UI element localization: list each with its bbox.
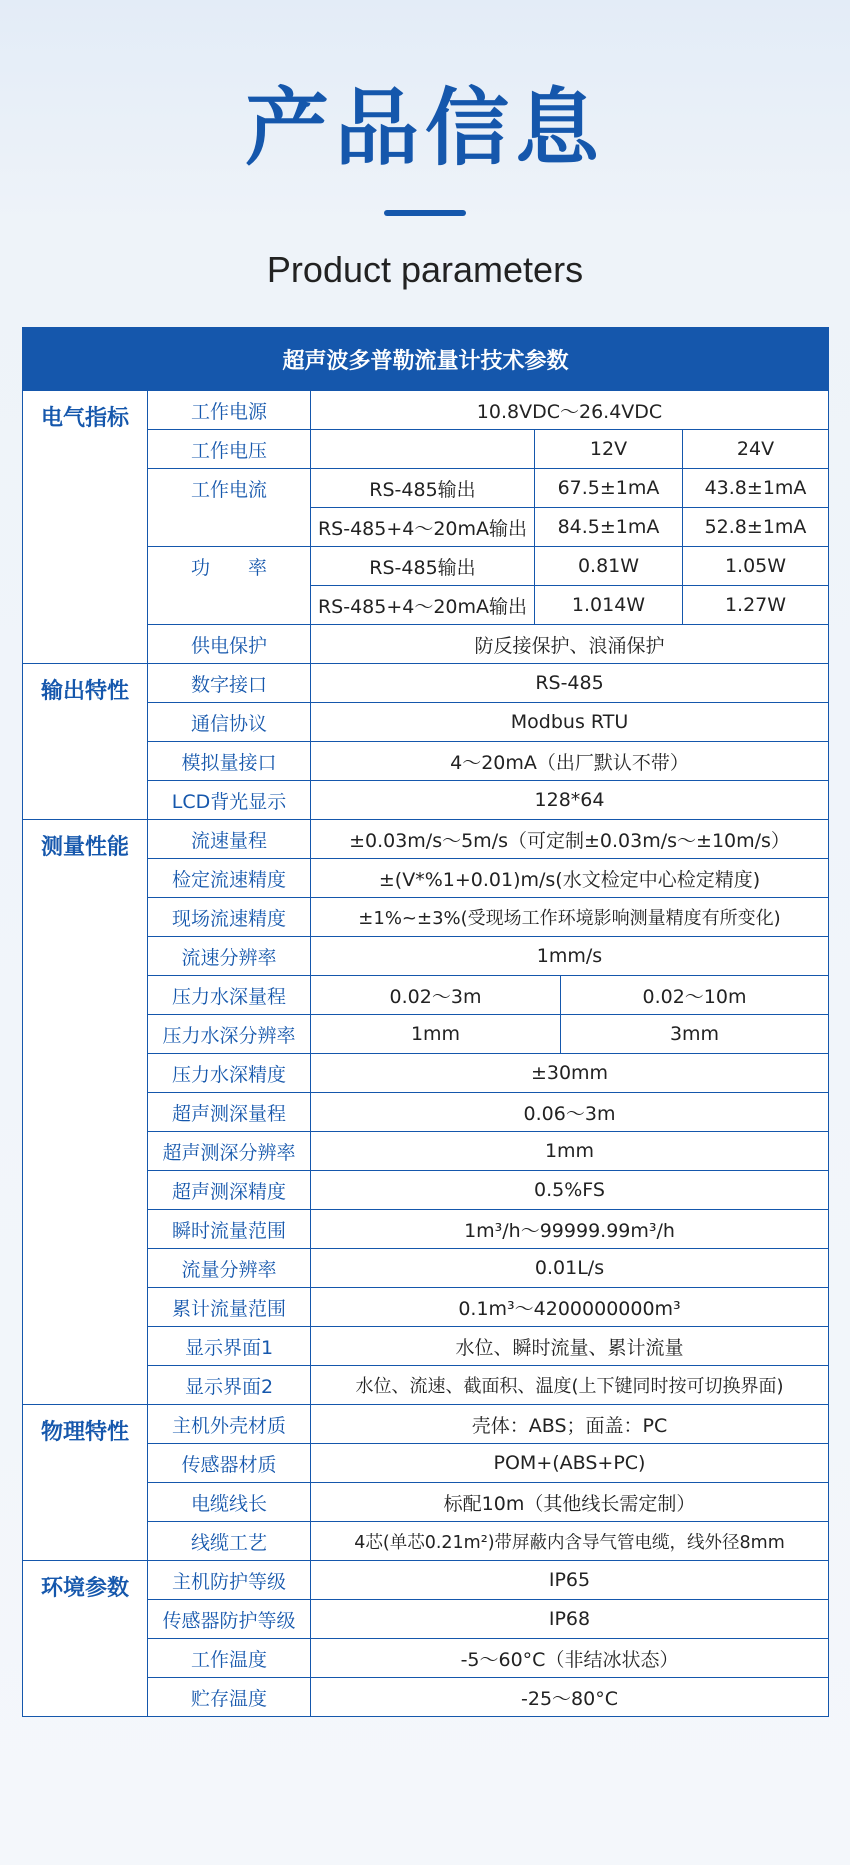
row-value: 1.014W	[535, 586, 683, 625]
row-label: 检定流速精度	[148, 859, 311, 898]
row-value: 0.02～10m	[561, 976, 829, 1015]
row-value	[311, 430, 535, 469]
table-header: 超声波多普勒流量计技术参数	[23, 328, 829, 391]
row-label: 贮存温度	[148, 1678, 311, 1717]
row-label: 供电保护	[148, 625, 311, 664]
row-value: POM+(ABS+PC)	[311, 1444, 829, 1483]
row-value: 84.5±1mA	[535, 508, 683, 547]
table-row	[23, 1405, 829, 1444]
row-value: 1mm	[311, 1015, 561, 1054]
title-underline	[384, 210, 466, 216]
table-row	[23, 1561, 829, 1600]
row-label: 流速量程	[148, 820, 311, 859]
category-measure: 测量性能	[23, 820, 148, 1405]
row-value: 1.27W	[683, 586, 829, 625]
row-value: 壳体：ABS；面盖：PC	[311, 1405, 829, 1444]
row-value: 水位、瞬时流量、累计流量	[311, 1327, 829, 1366]
row-value: 12V	[535, 430, 683, 469]
row-label: 超声测深分辨率	[148, 1132, 311, 1171]
row-value: ±0.03m/s～5m/s（可定制±0.03m/s～±10m/s）	[311, 820, 829, 859]
row-label: 超声测深量程	[148, 1093, 311, 1132]
table-row	[23, 820, 829, 859]
row-label: 线缆工艺	[148, 1522, 311, 1561]
row-value: 128*64	[311, 781, 829, 820]
row-sub-label: RS-485+4～20mA输出	[311, 508, 535, 547]
row-label: LCD背光显示	[148, 781, 311, 820]
row-value: 1.05W	[683, 547, 829, 586]
category-physical: 物理特性	[23, 1405, 148, 1561]
table-header-row	[23, 328, 829, 391]
row-label: 主机防护等级	[148, 1561, 311, 1600]
row-value: -5～60°C（非结冰状态）	[311, 1639, 829, 1678]
row-value: 52.8±1mA	[683, 508, 829, 547]
row-value: -25～80°C	[311, 1678, 829, 1717]
row-label: 压力水深量程	[148, 976, 311, 1015]
row-value: 0.06～3m	[311, 1093, 829, 1132]
row-value: 10.8VDC～26.4VDC	[311, 391, 829, 430]
table-row	[23, 391, 829, 430]
row-value: 4芯(单芯0.21m²)带屏蔽内含导气管电缆，线外径8mm	[311, 1522, 829, 1561]
row-label: 累计流量范围	[148, 1288, 311, 1327]
row-value: 0.01L/s	[311, 1249, 829, 1288]
row-value: 3mm	[561, 1015, 829, 1054]
row-label: 流速分辨率	[148, 937, 311, 976]
row-value: IP65	[311, 1561, 829, 1600]
row-value: 67.5±1mA	[535, 469, 683, 508]
row-value: 4～20mA（出厂默认不带）	[311, 742, 829, 781]
row-label: 传感器防护等级	[148, 1600, 311, 1639]
row-value: 防反接保护、浪涌保护	[311, 625, 829, 664]
row-label: 工作电压	[148, 430, 311, 469]
spec-table	[22, 327, 829, 1717]
row-value: 水位、流速、截面积、温度(上下键同时按可切换界面)	[311, 1366, 829, 1405]
row-value: 0.5%FS	[311, 1171, 829, 1210]
row-label: 压力水深分辨率	[148, 1015, 311, 1054]
row-label: 传感器材质	[148, 1444, 311, 1483]
row-sub-label: RS-485输出	[311, 469, 535, 508]
row-label: 显示界面2	[148, 1366, 311, 1405]
category-electrical: 电气指标	[23, 391, 148, 664]
row-value: 43.8±1mA	[683, 469, 829, 508]
row-label: 工作温度	[148, 1639, 311, 1678]
row-label: 模拟量接口	[148, 742, 311, 781]
row-sub-label: RS-485+4～20mA输出	[311, 586, 535, 625]
row-label: 现场流速精度	[148, 898, 311, 937]
row-label: 流量分辨率	[148, 1249, 311, 1288]
page-subtitle: Product parameters	[266, 249, 584, 290]
row-value: ±30mm	[311, 1054, 829, 1093]
row-label: 瞬时流量范围	[148, 1210, 311, 1249]
row-value: Modbus RTU	[311, 703, 829, 742]
row-label: 工作电源	[148, 391, 311, 430]
row-value: RS-485	[311, 664, 829, 703]
row-label: 工作电流	[148, 469, 311, 547]
row-value: 0.81W	[535, 547, 683, 586]
row-label: 通信协议	[148, 703, 311, 742]
category-environment: 环境参数	[23, 1561, 148, 1717]
row-label: 主机外壳材质	[148, 1405, 311, 1444]
table-row	[23, 664, 829, 703]
row-value: 0.1m³～4200000000m³	[311, 1288, 829, 1327]
row-value: 0.02～3m	[311, 976, 561, 1015]
row-label: 电缆线长	[148, 1483, 311, 1522]
row-value: 1mm	[311, 1132, 829, 1171]
row-value: IP68	[311, 1600, 829, 1639]
page-title: 产品信息	[244, 79, 605, 177]
row-label: 压力水深精度	[148, 1054, 311, 1093]
row-value: 24V	[683, 430, 829, 469]
row-value: 标配10m（其他线长需定制）	[311, 1483, 829, 1522]
row-label: 功 率	[148, 547, 311, 625]
row-value: 1m³/h～99999.99m³/h	[311, 1210, 829, 1249]
row-value: ±1%~±3%(受现场工作环境影响测量精度有所变化)	[311, 898, 829, 937]
row-value: ±(V*%1+0.01)m/s(水文检定中心检定精度)	[311, 859, 829, 898]
row-value: 1mm/s	[311, 937, 829, 976]
category-output: 输出特性	[23, 664, 148, 820]
row-label: 显示界面1	[148, 1327, 311, 1366]
row-label: 超声测深精度	[148, 1171, 311, 1210]
row-sub-label: RS-485输出	[311, 547, 535, 586]
row-label: 数字接口	[148, 664, 311, 703]
